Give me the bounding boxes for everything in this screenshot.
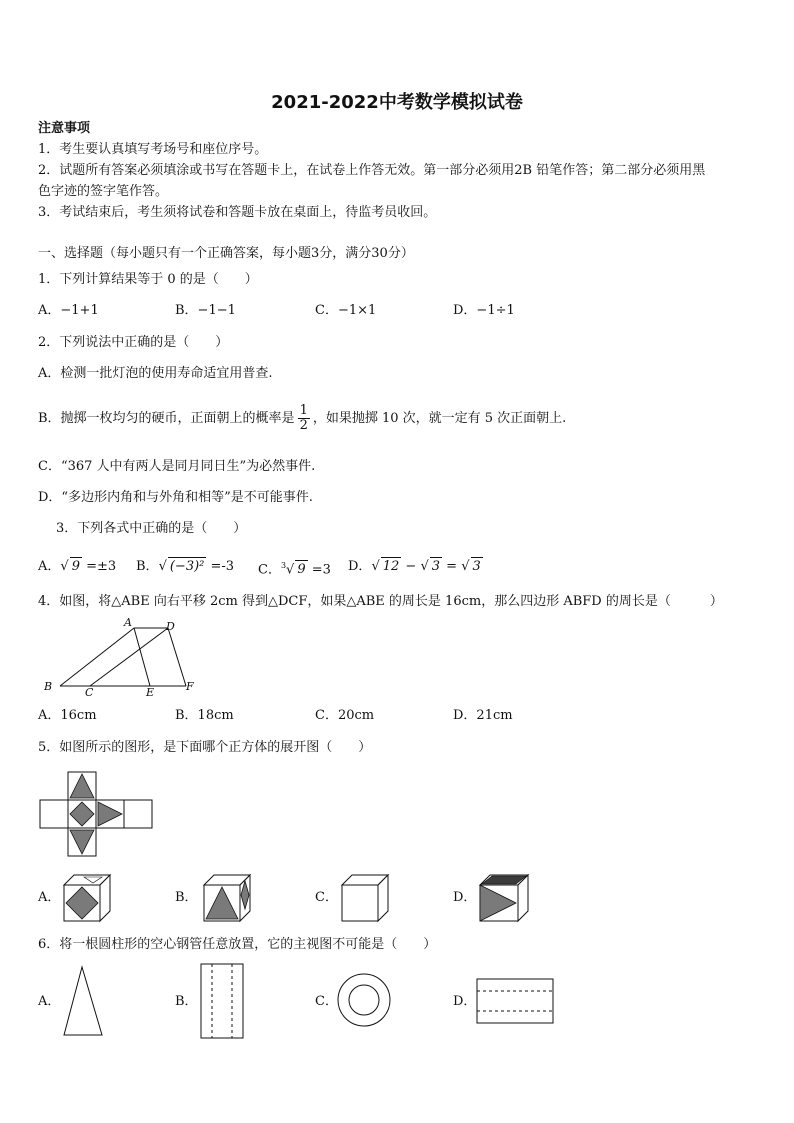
q6-view-d-rectangle	[476, 978, 554, 1024]
fraction	[298, 404, 310, 433]
q6-view-b-rectangle	[200, 963, 244, 1039]
outer-circle	[338, 974, 390, 1026]
radicand: (−3)²	[169, 559, 205, 574]
q4-option-a: A．16cm	[38, 708, 97, 723]
cube-front-face	[342, 885, 378, 921]
label-e: E	[146, 686, 155, 699]
q1-option-d: D．−1÷1	[453, 303, 515, 318]
q4-translation-diagram	[38, 614, 208, 700]
q6-option-b: B．	[175, 994, 198, 1009]
notice-item: 2．试题所有答案必须填涂或书写在答题卡上，在试卷上作答无效。第一部分必须用2B 铅笔作答；第二部分必须用黑	[38, 163, 706, 178]
label-c: C	[85, 686, 94, 699]
q6-option-d: D．	[453, 994, 477, 1009]
equals-sign: =	[442, 559, 462, 574]
notice-heading: 注意事项	[38, 121, 91, 136]
outer-rectangle	[477, 979, 553, 1023]
radical-sign: √	[371, 559, 380, 574]
segment-df	[168, 628, 186, 686]
section-heading: 一、选择题（每小题只有一个正确答案，每小题3分，满分30分）	[38, 246, 414, 261]
segment-dc	[90, 628, 168, 686]
notice-item: 1．考生要认真填写考场号和座位序号。	[38, 142, 268, 157]
radicand: 9	[297, 562, 306, 578]
q3-option-a	[38, 557, 116, 576]
q4-option-d: D．21cm	[453, 708, 513, 723]
q3-option-c	[258, 557, 331, 579]
q2-stem: 2．下列说法中正确的是（ ）	[38, 335, 229, 350]
q5-cube-b	[202, 873, 254, 923]
segment-ab	[60, 628, 134, 686]
q3-option-b	[136, 557, 234, 576]
notice-item: 3．考试结束后，考生须将试卷和答题卡放在桌面上，待监考员收回。	[38, 205, 437, 220]
q5-option-b: B．	[175, 890, 198, 905]
q2-option-c: C．“367 人中有两人是同月同日生”为必然事件.	[38, 459, 316, 474]
net-face-far-right	[124, 800, 152, 828]
q3-stem: 3．下列各式中正确的是（ ）	[56, 521, 247, 536]
q1-option-a: A．−1+1	[38, 303, 99, 318]
radicand: 3	[472, 559, 481, 574]
label-d: D	[166, 620, 175, 633]
q6-option-c: C．	[315, 994, 338, 1009]
q2-option-b-pre: B．抛掷一枚均匀的硬币，正面朝上的概率是	[38, 411, 295, 426]
q2-option-a: A．检测一批灯泡的使用寿命适宜用普查.	[38, 366, 273, 381]
radical-sign: √	[286, 562, 295, 578]
option-label: D．	[348, 559, 372, 574]
option-tail: =3	[307, 562, 331, 578]
fraction-numerator: 1	[299, 403, 308, 418]
radicand: 12	[382, 559, 400, 574]
q1-option-b: B．−1−1	[175, 303, 236, 318]
radicand: 3	[431, 559, 441, 574]
option-label: A．	[38, 559, 61, 574]
minus-sign: −	[401, 559, 421, 574]
q5-option-c: C．	[315, 890, 338, 905]
label-a: A	[124, 616, 132, 629]
label-f: F	[186, 680, 194, 693]
q6-view-c-ring	[336, 972, 392, 1028]
q2-option-b-post: ，如果抛掷 10 次，就一定有 5 次正面朝上.	[312, 411, 567, 426]
q5-cube-net	[40, 770, 160, 858]
q5-stem: 5．如图所示的图形，是下面哪个正方体的展开图（ ）	[38, 740, 372, 755]
radicand: 9	[71, 559, 80, 574]
q6-view-a-triangle	[62, 965, 104, 1037]
q6-stem: 6．将一根圆柱形的空心钢管任意放置，它的主视图不可能是（ ）	[38, 937, 437, 952]
radical-sign: √	[60, 559, 69, 574]
q4-stem: 4．如图，将△ABE 向右平移 2cm 得到△DCF，如果△ABE 的周长是 16cm，那么四边形 ABFD 的周长是（ ）	[38, 594, 723, 609]
option-label: C．	[258, 562, 281, 578]
fraction-denominator: 2	[299, 418, 308, 433]
inner-circle	[349, 985, 379, 1015]
q5-option-a: A．	[38, 890, 61, 905]
q1-stem: 1．下列计算结果等于 0 的是（ ）	[38, 272, 258, 287]
q1-option-c: C．−1×1	[315, 303, 377, 318]
page-title: 2021-2022中考数学模拟试卷	[271, 92, 523, 113]
q5-cube-a	[62, 873, 114, 923]
radical-sign: √	[420, 559, 429, 574]
q5-option-d: D．	[453, 890, 477, 905]
q4-option-b: B．18cm	[175, 708, 234, 723]
radical-index: 3	[280, 561, 287, 570]
net-face-left	[40, 800, 68, 828]
q2-option-b	[38, 402, 566, 436]
radical-sign: √	[158, 559, 167, 574]
q2-option-d: D．“多边形内角和与外角和相等”是不可能事件.	[38, 490, 313, 505]
q6-option-a: A．	[38, 994, 61, 1009]
segment-ae	[134, 628, 150, 686]
label-b: B	[44, 680, 53, 693]
q4-option-c: C．20cm	[315, 708, 375, 723]
q5-cube-c	[340, 873, 392, 923]
q5-cube-d	[478, 873, 532, 923]
option-tail: =-3	[206, 559, 235, 574]
q3-option-d	[348, 557, 483, 576]
triangle-shape	[64, 967, 102, 1035]
notice-item: 色字迹的签字笔作答。	[38, 184, 169, 199]
option-tail: =±3	[81, 559, 117, 574]
radical-sign: √	[461, 559, 470, 574]
option-label: B．	[136, 559, 159, 574]
outer-rectangle	[201, 964, 243, 1038]
